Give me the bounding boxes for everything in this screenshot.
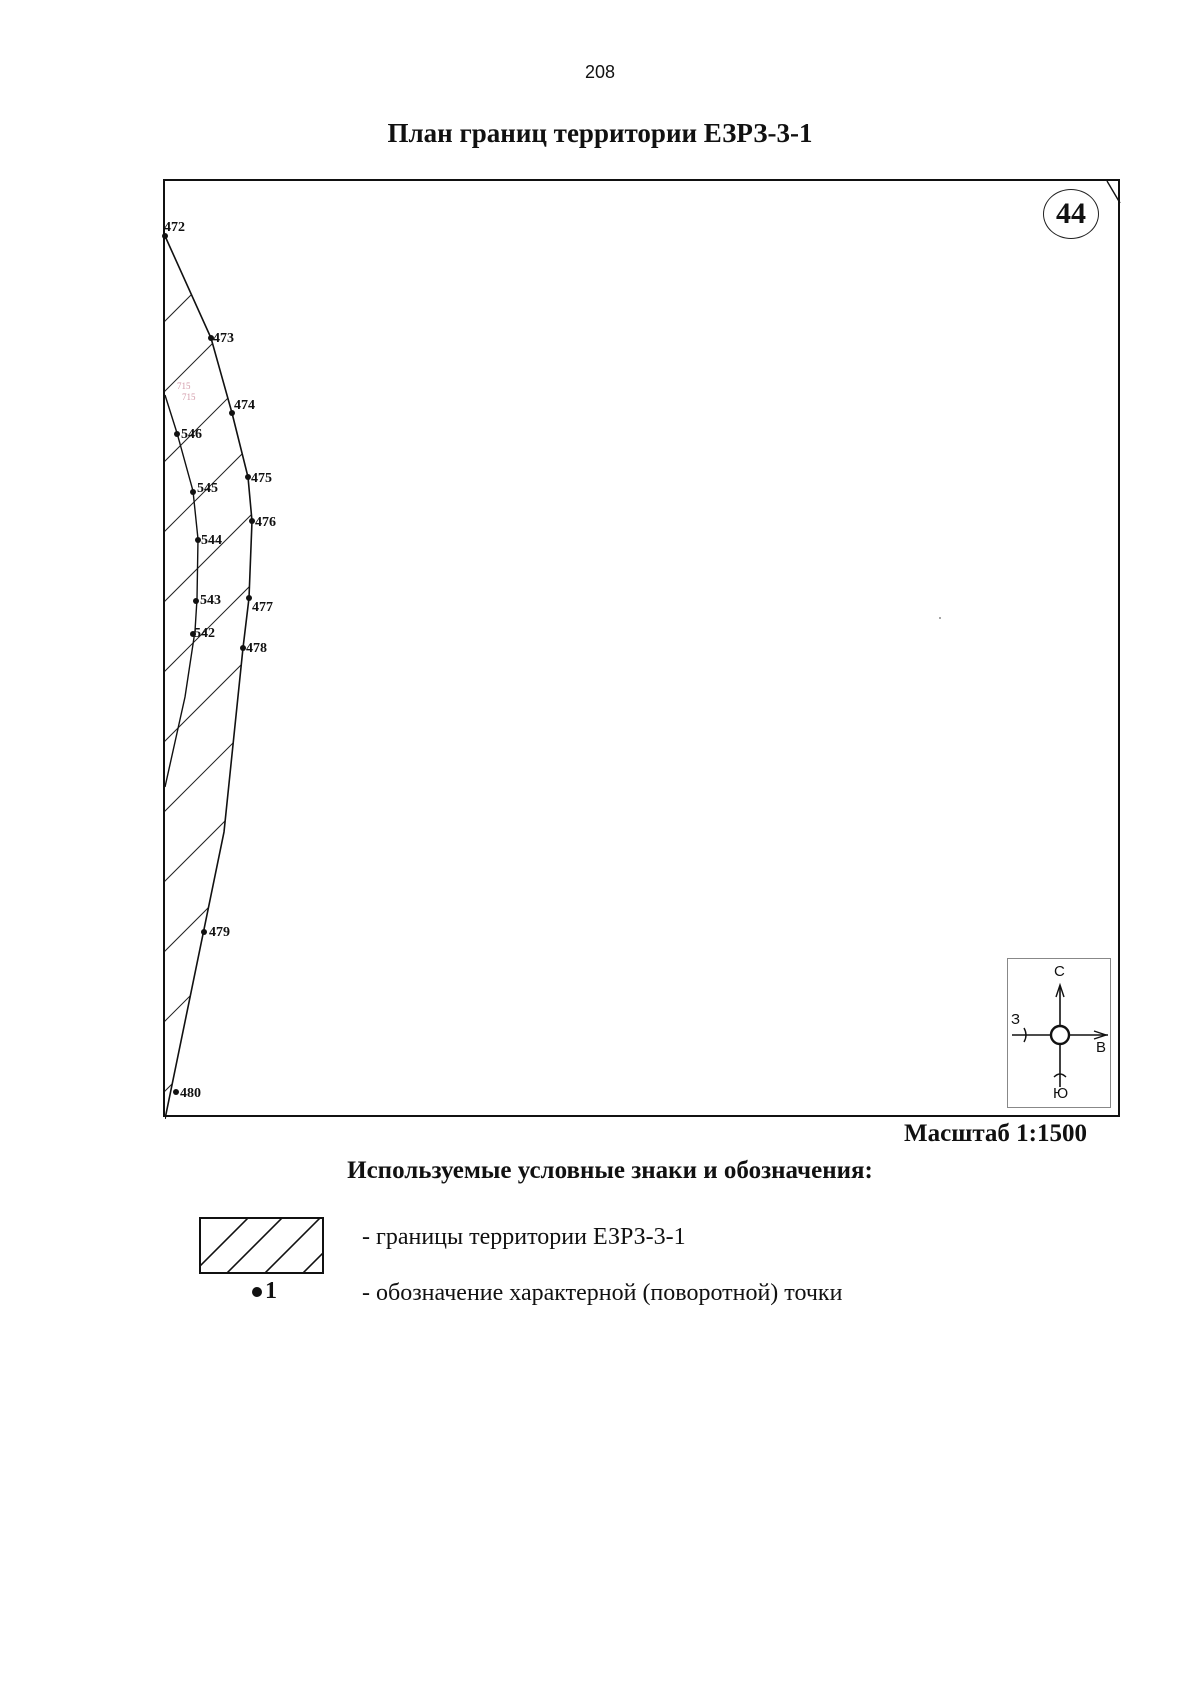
legend-point-dot-icon [252, 1287, 262, 1297]
map-scale: Масштаб 1:1500 [904, 1120, 1087, 1147]
sheet-number-badge: 44 [1043, 189, 1099, 239]
point-dot-546 [174, 431, 180, 437]
inner-boundary-line [165, 392, 198, 787]
legend-point-number: 1 [265, 1278, 277, 1304]
territory-map-svg [165, 181, 1122, 1119]
point-dot-480 [173, 1089, 179, 1095]
compass-east-label: В [1096, 1039, 1107, 1056]
corner-boundary-line [1107, 181, 1120, 203]
point-label-543: 543 [200, 593, 221, 608]
point-dot-545 [190, 489, 196, 495]
page-number: 208 [584, 62, 616, 82]
point-label-475: 475 [251, 471, 272, 486]
compass-west-label: З [1011, 1011, 1021, 1028]
point-label-479: 479 [209, 925, 230, 940]
map-frame [163, 179, 1120, 1117]
point-label-473: 473 [213, 331, 234, 346]
legend-item-point-text: - обозначение характерной (поворотной) точки [362, 1280, 843, 1306]
point-dot-543 [193, 598, 199, 604]
legend-title: Используемые условные знаки и обозначения: [347, 1157, 873, 1184]
point-label-474: 474 [234, 398, 255, 413]
compass-rose [1007, 958, 1111, 1108]
legend-hatched-rectangle-icon [199, 1217, 324, 1274]
compass-south-label: Ю [1053, 1085, 1069, 1102]
point-label-472: 472 [164, 220, 185, 235]
point-label-542: 542 [194, 626, 215, 641]
point-label-476: 476 [255, 515, 276, 530]
legend-item-boundary-text: - границы территории ЕЗРЗ-3-1 [362, 1224, 686, 1250]
outer-boundary-line [165, 236, 252, 1119]
point-label-480: 480 [180, 1086, 201, 1101]
point-label-477: 477 [252, 600, 273, 615]
point-label-546: 546 [181, 427, 202, 442]
faint-annotation-1: 715 [177, 381, 191, 391]
point-label-545: 545 [197, 481, 218, 496]
point-dot-479 [201, 929, 207, 935]
point-label-544: 544 [201, 533, 222, 548]
compass-north-label: С [1054, 963, 1065, 980]
page-title: План границ территории ЕЗРЗ-3-1 [387, 118, 813, 148]
legend-point-symbol [252, 1278, 277, 1305]
faint-annotation-2: 715 [182, 392, 196, 402]
point-label-478: 478 [246, 641, 267, 656]
map-speck [939, 617, 941, 619]
